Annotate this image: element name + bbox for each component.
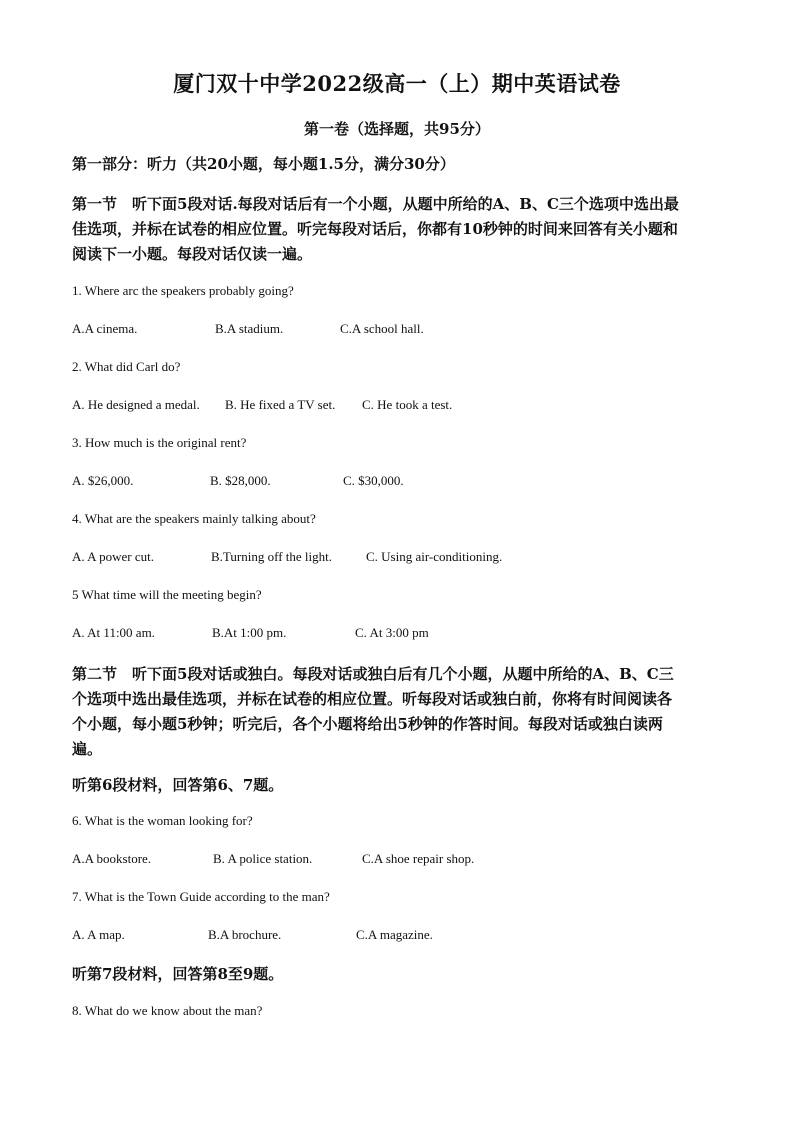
option-b: B. He fixed a TV set. [225,397,336,412]
question-7: 7. What is the Town Guide according to the man? [72,889,330,904]
option-c: C. He took a test. [362,397,453,412]
option-a: A. $26,000. [72,473,134,488]
question-3: 3. How much is the original rent? [72,435,247,450]
option-a: A.A bookstore. [72,851,152,866]
option-c: C. At 3:00 pm [355,625,429,640]
option-b: B.A brochure. [208,927,282,942]
section2-instruction-line: 个小题，每小题5秒钟；听完后，各个小题将给出5秒钟的作答时间。每段对话或独白读两 [72,715,663,733]
section1-instruction-line: 第一节 听下面5段对话.每段对话后有一个小题，从题中所给的A、B、C三个选项中选出最 [72,195,679,213]
volume-heading: 第一卷（选择题，共95分） [304,120,490,138]
option-c: C. Using air-conditioning. [366,549,503,564]
option-c: C. $30,000. [343,473,404,488]
section2-instruction-line: 个选项中选出最佳选项，并标在试卷的相应位置。听每段对话或独白前，你将有时间阅读各 [72,690,673,708]
option-a: A. He designed a medal. [72,397,200,412]
option-b: B.A stadium. [215,321,284,336]
question-7-options [72,926,732,944]
option-c: C.A shoe repair shop. [362,851,475,866]
question-1-options [72,320,732,338]
question-5: 5 What time will the meeting begin? [72,587,262,602]
question-2: 2. What did Carl do? [72,359,181,374]
question-4-options [72,548,732,566]
section2-instruction-line: 遍。 [72,740,103,758]
question-2-options [72,396,732,414]
option-a: A.A cinema. [72,321,138,336]
option-c: C.A school hall. [340,321,424,336]
question-3-options [72,472,732,490]
section2-instruction-line: 第二节 听下面5段对话或独白。每段对话或独白后有几个小题，从题中所给的A、B、C三 [72,665,674,683]
part-heading: 第一部分：听力（共20小题，每小题1.5分，满分30分） [72,155,455,173]
option-a: A. A map. [72,927,125,942]
option-b: B.At 1:00 pm. [212,625,287,640]
question-6: 6. What is the woman looking for? [72,813,253,828]
option-c: C.A magazine. [356,927,433,942]
question-4: 4. What are the speakers mainly talking about? [72,511,316,526]
section1-instruction-line: 佳选项，并标在试卷的相应位置。听完每段对话后，你都有10秒钟的时间来回答有关小题和 [72,220,678,238]
option-a: A. A power cut. [72,549,154,564]
option-b: B. $28,000. [210,473,271,488]
section1-instruction-line: 阅读下一小题。每段对话仅读一遍。 [72,245,313,263]
option-b: B. A police station. [213,851,313,866]
option-a: A. At 11:00 am. [72,625,155,640]
material-7-heading: 听第7段材料，回答第8至9题。 [72,965,284,983]
question-8: 8. What do we know about the man? [72,1003,263,1018]
question-5-options [72,624,732,642]
option-b: B.Turning off the light. [211,549,332,564]
exam-title: 厦门双十中学2022级高一（上）期中英语试卷 [173,71,621,96]
question-1: 1. Where arc the speakers probably going? [72,283,294,298]
question-6-options [72,850,732,868]
material-6-heading: 听第6段材料，回答第6、7题。 [72,776,284,794]
